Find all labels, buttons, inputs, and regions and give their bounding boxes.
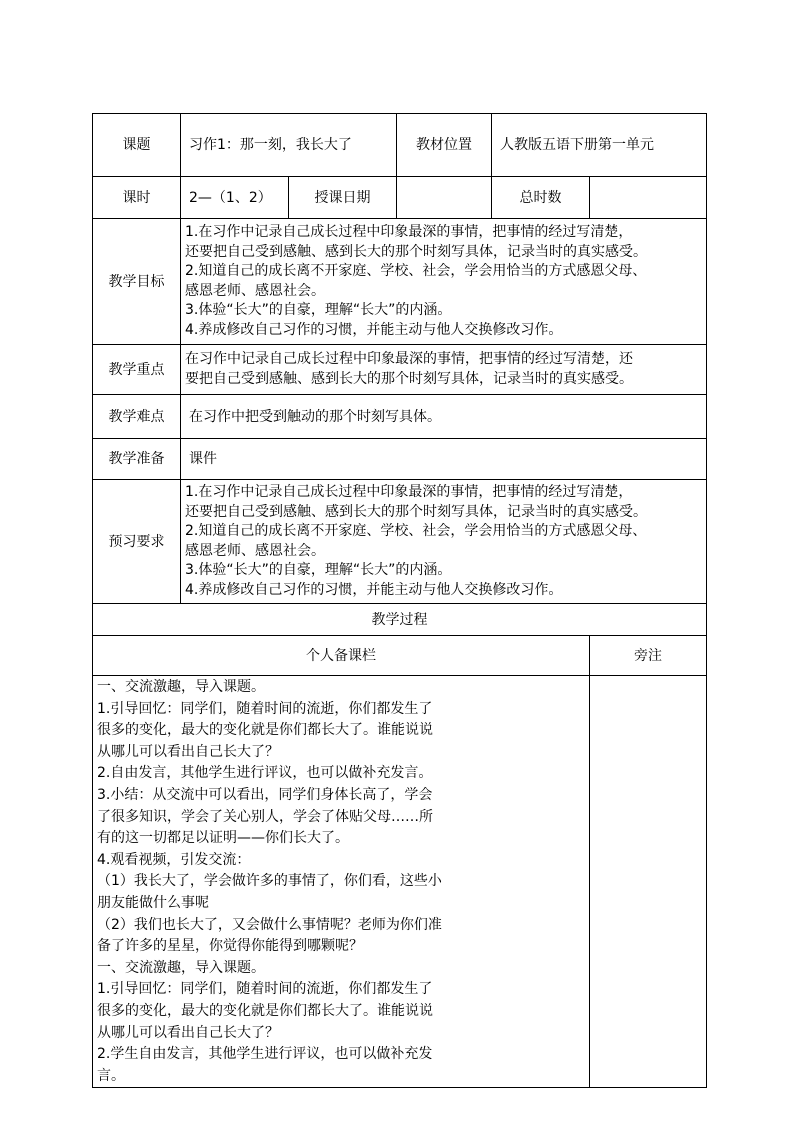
date-value (397, 177, 492, 219)
process-line: 从哪儿可以看出自己长大了？ (97, 743, 279, 760)
process-line: （2）我们也长大了，又会做什么事情呢？老师为你们准 (97, 916, 442, 933)
process-content (93, 676, 590, 1088)
process-line: 有的这一切都足以证明——你们长大了。 (97, 830, 349, 847)
preparation-row (93, 439, 707, 480)
notes-content (590, 676, 707, 1088)
key-points-label: 教学重点 (93, 345, 181, 395)
goals-content (181, 219, 707, 345)
period-value: 2—（1、2） (181, 177, 289, 219)
process-title: 教学过程 (93, 604, 707, 636)
lesson-plan-table (92, 113, 707, 1088)
process-line: 很多的变化，最大的变化就是你们都长大了。谁能说说 (97, 1002, 433, 1019)
goals-row (93, 219, 707, 345)
process-line: 2.学生自由发言，其他学生进行评议，也可以做补充发 (97, 1046, 433, 1063)
process-line: 很多的变化，最大的变化就是你们都长大了。谁能说说 (97, 722, 433, 739)
position-label: 教材位置 (397, 114, 492, 177)
process-header-row (93, 636, 707, 676)
topic-label: 课题 (93, 114, 181, 177)
process-line: 3.小结：从交流中可以看出，同学们身体长高了，学会 (97, 786, 433, 803)
process-line: 4.观看视频，引发交流： (97, 851, 251, 868)
process-line: 1.引导回忆：同学们，随着时间的流逝，你们都发生了 (97, 981, 433, 998)
total-label: 总时数 (492, 177, 590, 219)
process-title-row (93, 604, 707, 636)
process-line: 2.自由发言，其他学生进行评议，也可以做补充发言。 (97, 765, 433, 782)
preview-line: 4.养成修改自己习作的习惯，并能主动与他人交换修改习作。 (185, 581, 563, 598)
goals-label: 教学目标 (93, 219, 181, 345)
preview-line: 1.在习作中记录自己成长过程中印象最深的事情，把事情的经过写清楚， (185, 484, 633, 500)
difficulty-text: 在习作中把受到触动的那个时刻写具体。 (181, 395, 707, 439)
total-value (590, 177, 707, 219)
goals-line: 感恩老师、感恩社会。 (185, 282, 325, 299)
notes-column-header: 旁注 (590, 636, 707, 676)
date-label: 授课日期 (289, 177, 397, 219)
difficulty-row (93, 395, 707, 439)
position-value: 人教版五语下册第一单元 (492, 114, 707, 177)
goals-line: 1.在习作中记录自己成长过程中印象最深的事情，把事情的经过写清楚， (185, 224, 633, 240)
period-row (93, 177, 707, 219)
process-line: 朋友能做什么事呢 (97, 894, 209, 911)
topic-row (93, 114, 707, 177)
process-line: （1）我长大了，学会做许多的事情了，你们看，这些小 (97, 873, 442, 890)
key-points-content (181, 345, 707, 395)
process-line: 一、交流激趣，导入课题。 (97, 959, 265, 976)
preview-label: 预习要求 (93, 480, 181, 604)
process-line: 了很多知识，学会了关心别人，学会了体贴父母……所 (97, 808, 433, 825)
key-points-line: 在习作中记录自己成长过程中印象最深的事情，把事情的经过写清楚，还 (185, 351, 633, 367)
preview-row (93, 480, 707, 604)
period-label: 课时 (93, 177, 181, 219)
preparation-text: 课件 (181, 439, 707, 480)
preview-line: 感恩老师、感恩社会。 (185, 542, 325, 559)
preview-content (181, 480, 707, 604)
preview-line: 2.知道自己的成长离不开家庭、学校、社会，学会用恰当的方式感恩父母、 (185, 523, 647, 539)
preview-line: 还要把自己受到感触、感到长大的那个时刻写具体，记录当时的真实感受。 (185, 503, 647, 520)
goals-line: 4.养成修改自己习作的习惯，并能主动与他人交换修改习作。 (185, 321, 563, 338)
process-line: 从哪儿可以看出自己长大了？ (97, 1024, 279, 1041)
process-body-row (93, 676, 707, 1088)
goals-line: 2.知道自己的成长离不开家庭、学校、社会，学会用恰当的方式感恩父母、 (185, 263, 647, 279)
preparation-label: 教学准备 (93, 439, 181, 480)
topic-value: 习作1：那一刻，我长大了 (181, 114, 397, 177)
difficulty-label: 教学难点 (93, 395, 181, 439)
process-line: 一、交流激趣，导入课题。 (97, 679, 265, 695)
personal-column-header: 个人备课栏 (93, 636, 590, 676)
goals-line: 3.体验“长大”的自豪，理解“长大”的内涵。 (185, 302, 452, 318)
key-points-line: 要把自己受到感触、感到长大的那个时刻写具体，记录当时的真实感受。 (185, 370, 633, 387)
process-line: 1.引导回忆：同学们，随着时间的流逝，你们都发生了 (97, 700, 433, 717)
process-line: 言。 (97, 1067, 125, 1084)
preview-line: 3.体验“长大”的自豪，理解“长大”的内涵。 (185, 562, 452, 578)
key-points-row (93, 345, 707, 395)
process-line: 备了许多的星星，你觉得你能得到哪颗呢？ (97, 938, 363, 955)
goals-line: 还要把自己受到感触、感到长大的那个时刻写具体，记录当时的真实感受。 (185, 243, 647, 260)
